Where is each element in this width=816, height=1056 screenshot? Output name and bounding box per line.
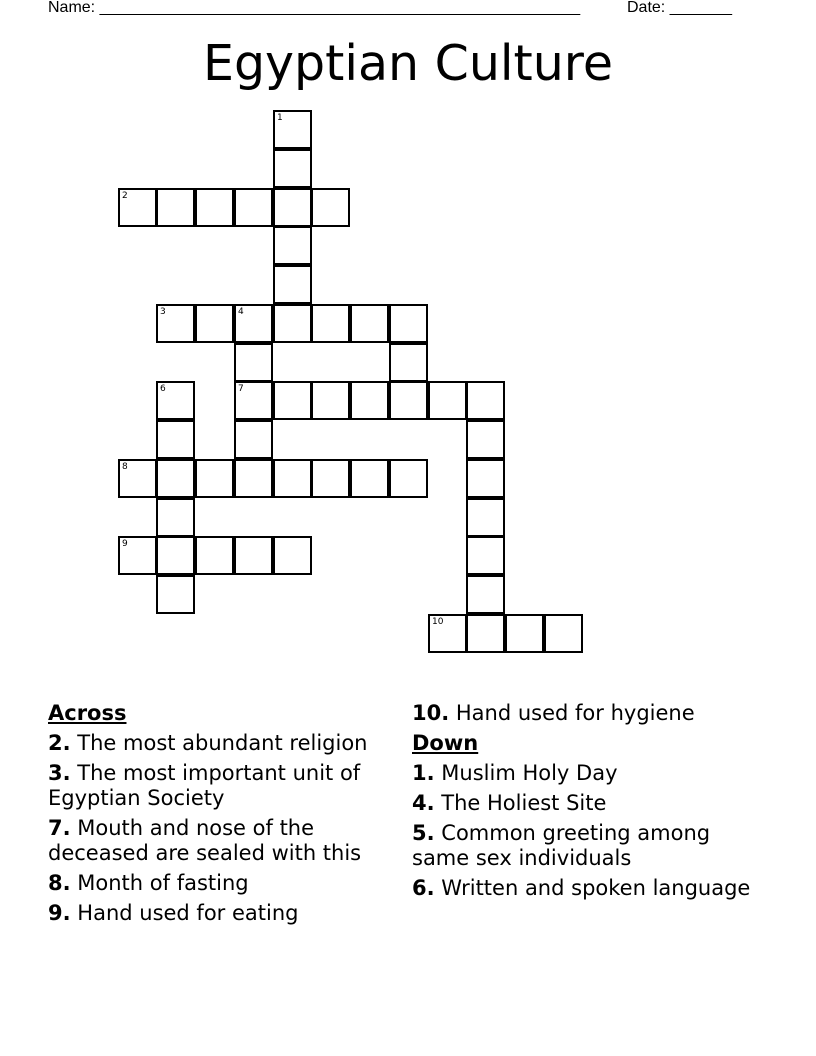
crossword-cell[interactable] bbox=[195, 304, 234, 343]
crossword-cell[interactable] bbox=[118, 536, 157, 575]
clue-text: The most important unit of Egyptian Society bbox=[48, 761, 361, 810]
crossword-cell[interactable] bbox=[311, 188, 350, 227]
crossword-cell[interactable] bbox=[234, 188, 273, 227]
page-title: Egyptian Culture bbox=[202, 35, 614, 92]
clues-right-column bbox=[412, 701, 752, 906]
clue-text: Written and spoken language bbox=[441, 876, 751, 900]
crossword-cell[interactable] bbox=[273, 149, 312, 188]
crossword-cell[interactable] bbox=[273, 226, 312, 265]
crossword-cell[interactable] bbox=[311, 459, 350, 498]
crossword-cell[interactable] bbox=[156, 304, 195, 343]
crossword-cell[interactable] bbox=[156, 420, 195, 459]
clue-text: The Holiest Site bbox=[441, 791, 607, 815]
cell-number: 7 bbox=[238, 384, 244, 394]
crossword-cell[interactable] bbox=[234, 420, 273, 459]
crossword-cell[interactable] bbox=[505, 614, 544, 653]
crossword-cell[interactable] bbox=[544, 614, 583, 653]
crossword-cell[interactable] bbox=[273, 188, 312, 227]
crossword-cell[interactable] bbox=[389, 381, 428, 420]
cell-number: 1 bbox=[277, 113, 283, 123]
crossword-cell[interactable] bbox=[195, 536, 234, 575]
crossword-cell[interactable] bbox=[156, 188, 195, 227]
clue-number: 9. bbox=[48, 901, 71, 925]
crossword-cell[interactable] bbox=[389, 343, 428, 382]
clue-number: 1. bbox=[412, 761, 435, 785]
crossword-cell[interactable] bbox=[273, 536, 312, 575]
crossword-cell[interactable] bbox=[466, 498, 505, 537]
crossword-cell[interactable] bbox=[234, 381, 273, 420]
clue-text: Hand used for eating bbox=[77, 901, 299, 925]
clue-text: Mouth and nose of the deceased are sealed with this bbox=[48, 816, 362, 865]
across-clue-10 bbox=[412, 701, 752, 726]
clues-left-column bbox=[48, 701, 393, 931]
crossword-cell[interactable] bbox=[156, 381, 195, 420]
cell-number: 9 bbox=[122, 539, 128, 549]
across-clue-3 bbox=[48, 761, 393, 811]
clue-text: Common greeting among same sex individuals bbox=[412, 821, 711, 870]
across-clue-8 bbox=[48, 871, 393, 896]
cell-number: 2 bbox=[122, 191, 128, 201]
clue-text: Muslim Holy Day bbox=[441, 761, 618, 785]
crossword-cell[interactable] bbox=[234, 536, 273, 575]
crossword-cell[interactable] bbox=[466, 536, 505, 575]
crossword-cell[interactable] bbox=[350, 381, 389, 420]
clue-number: 7. bbox=[48, 816, 71, 840]
crossword-cell[interactable] bbox=[118, 188, 157, 227]
cell-number: 8 bbox=[122, 462, 128, 472]
crossword-cell[interactable] bbox=[118, 459, 157, 498]
crossword-cell[interactable] bbox=[466, 575, 505, 614]
clue-number: 2. bbox=[48, 731, 71, 755]
crossword-cell[interactable] bbox=[389, 304, 428, 343]
down-clue-1 bbox=[412, 761, 752, 786]
clue-text: The most abundant religion bbox=[77, 731, 368, 755]
crossword-cell[interactable] bbox=[273, 459, 312, 498]
cell-number: 6 bbox=[160, 384, 166, 394]
crossword-cell[interactable] bbox=[273, 110, 312, 149]
crossword-cell[interactable] bbox=[195, 188, 234, 227]
across-clue-7 bbox=[48, 816, 393, 866]
crossword-cell[interactable] bbox=[156, 498, 195, 537]
clue-text: Month of fasting bbox=[77, 871, 249, 895]
down-clue-5 bbox=[412, 821, 752, 871]
cell-number: 4 bbox=[238, 307, 244, 317]
crossword-cell[interactable] bbox=[428, 614, 467, 653]
crossword-cell[interactable] bbox=[273, 304, 312, 343]
crossword-cell[interactable] bbox=[389, 459, 428, 498]
clue-number: 5. bbox=[412, 821, 435, 845]
crossword-cell[interactable] bbox=[234, 343, 273, 382]
crossword-cell[interactable] bbox=[311, 381, 350, 420]
crossword-cell[interactable] bbox=[311, 304, 350, 343]
name-field-label: Name: ______________________________________________________ bbox=[48, 0, 581, 16]
crossword-cell[interactable] bbox=[428, 381, 467, 420]
crossword-cell[interactable] bbox=[195, 459, 234, 498]
crossword-cell[interactable] bbox=[156, 575, 195, 614]
crossword-cell[interactable] bbox=[156, 536, 195, 575]
crossword-cell[interactable] bbox=[466, 614, 505, 653]
crossword-cell[interactable] bbox=[466, 459, 505, 498]
cell-number: 10 bbox=[432, 617, 444, 627]
clue-number: 10. bbox=[412, 701, 450, 725]
down-clue-6 bbox=[412, 876, 752, 901]
clue-number: 8. bbox=[48, 871, 71, 895]
crossword-cell[interactable] bbox=[273, 265, 312, 304]
crossword-cell[interactable] bbox=[466, 420, 505, 459]
crossword-cell[interactable] bbox=[350, 459, 389, 498]
crossword-cell[interactable] bbox=[350, 304, 389, 343]
crossword-cell[interactable] bbox=[234, 459, 273, 498]
crossword-cell[interactable] bbox=[466, 381, 505, 420]
clue-text: Hand used for hygiene bbox=[455, 701, 695, 725]
down-clue-4 bbox=[412, 791, 752, 816]
date-field-label: Date: _______ bbox=[627, 0, 732, 16]
clue-number: 6. bbox=[412, 876, 435, 900]
crossword-cell[interactable] bbox=[273, 381, 312, 420]
clue-number: 4. bbox=[412, 791, 435, 815]
down-heading: Down bbox=[412, 731, 479, 755]
cell-number: 3 bbox=[160, 307, 166, 317]
across-heading: Across bbox=[48, 701, 127, 725]
across-clue-2 bbox=[48, 731, 393, 756]
crossword-cell[interactable] bbox=[234, 304, 273, 343]
across-clue-9 bbox=[48, 901, 393, 926]
crossword-cell[interactable] bbox=[156, 459, 195, 498]
clue-number: 3. bbox=[48, 761, 71, 785]
